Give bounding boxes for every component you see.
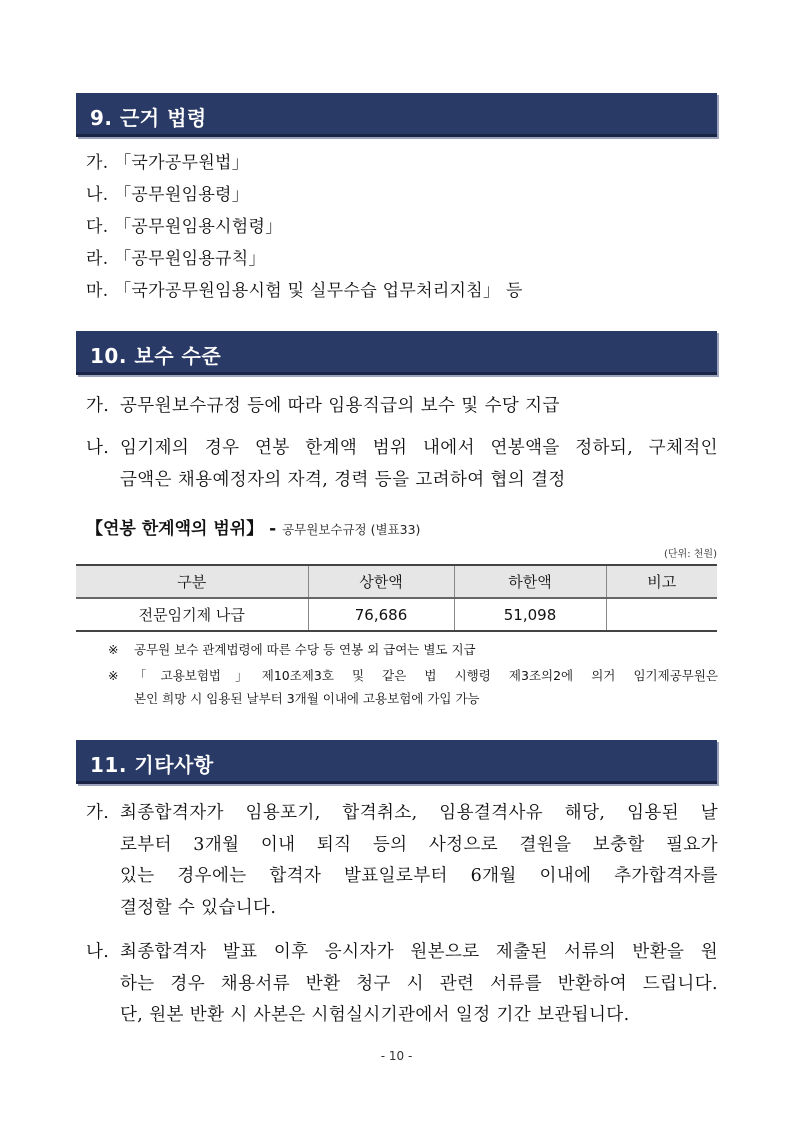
misc-item-na-line3: 단, 원본 반환 시 사본은 시험실시기관에서 일정 기간 보관됩니다. — [120, 1005, 630, 1025]
table-cell-lower: 51,098 — [454, 598, 606, 631]
table-unit-label: (단위: 천원) — [664, 549, 717, 560]
table-header-category: 구분 — [76, 565, 308, 598]
note-2-line2: 본인 희망 시 임용된 날부터 3개월 이내에 고용보험에 가입 가능 — [134, 691, 480, 706]
table-row — [76, 598, 717, 631]
salary-range-heading: 【연봉 한계액의 범위】 - — [86, 519, 283, 539]
table-header-note: 비고 — [606, 565, 717, 598]
law-item-3: 다. 「공무원임용시험령」 — [86, 217, 283, 237]
salary-range-reference: 공무원보수규정 (별표33) — [282, 522, 421, 537]
item-marker: 나. — [86, 942, 110, 962]
note-1-text: 공무원 보수 관계법령에 따른 수당 등 연봉 외 급여는 별도 지급 — [134, 642, 476, 657]
note-2 — [108, 664, 718, 710]
salary-range-table — [76, 564, 717, 632]
salary-item-na-line2: 금액은 채용예정자의 자격, 경력 등을 고려하여 협의 결정 — [120, 469, 566, 490]
salary-item-na — [86, 433, 718, 496]
table-cell-upper: 76,686 — [308, 598, 454, 631]
table-cell-note — [606, 598, 717, 631]
law-item-1: 가. 「국가공무원법」 — [86, 153, 250, 173]
note-2-line1: 「고용보험법」제10조제3호 및 같은 법 시행령 제3조의2에 의거 임기제공무원은 — [134, 668, 718, 683]
misc-item-na-line1: 최종합격자 발표 이후 응시자가 원본으로 제출된 서류의 반환을 원 — [120, 942, 718, 962]
misc-item-na — [86, 937, 718, 1032]
misc-item-ga — [86, 798, 718, 924]
law-item-4: 라. 「공무원임용규칙」 — [86, 249, 266, 269]
misc-item-ga-line3: 있는 경우에는 합격자 발표일로부터 6개월 이내에 추가합격자를 — [120, 866, 718, 886]
misc-item-ga-line2: 로부터 3개월 이내 퇴직 등의 사정으로 결원을 보충할 필요가 — [120, 834, 718, 855]
item-marker: 나. — [86, 438, 110, 458]
note-mark: ※ — [108, 668, 119, 683]
page-number: - 10 - — [380, 1049, 413, 1063]
table-header-upper: 상한액 — [308, 565, 454, 598]
law-item-2: 나. 「공무원임용령」 — [86, 185, 250, 205]
salary-item-na-line1: 임기제의 경우 연봉 한계액 범위 내에서 연봉액을 정하되, 구체적인 — [120, 438, 718, 458]
section-11-title: 11. 기타사항 — [90, 753, 214, 777]
table-header-lower: 하한액 — [454, 565, 606, 598]
salary-item-ga-text: 공무원보수규정 등에 따라 임용직급의 보수 및 수당 지급 — [120, 396, 560, 416]
note-mark: ※ — [108, 642, 119, 657]
salary-range-subtitle — [86, 514, 420, 539]
item-marker: 가. — [86, 803, 110, 823]
misc-item-na-line2: 하는 경우 채용서류 반환 청구 시 관련 서류를 반환하여 드립니다. — [120, 973, 718, 994]
item-marker: 가. — [86, 396, 110, 416]
table-header-row — [76, 565, 717, 598]
section-11-header — [76, 740, 717, 784]
salary-item-ga — [86, 391, 718, 423]
table-cell-category: 전문임기제 나급 — [76, 598, 308, 631]
misc-item-ga-line4: 결정할 수 있습니다. — [120, 897, 277, 918]
misc-item-ga-line1: 최종합격자가 임용포기, 합격취소, 임용결격사유 해당, 임용된 날 — [120, 803, 718, 823]
law-item-5: 마. 「국가공무원임용시험 및 실무수습 업무처리지침」 등 — [86, 281, 523, 301]
section-9-header — [76, 93, 717, 137]
note-1 — [108, 638, 718, 661]
section-10-header — [76, 331, 717, 375]
section-9-title: 9. 근거 법령 — [90, 106, 207, 130]
section-10-title: 10. 보수 수준 — [90, 344, 222, 368]
